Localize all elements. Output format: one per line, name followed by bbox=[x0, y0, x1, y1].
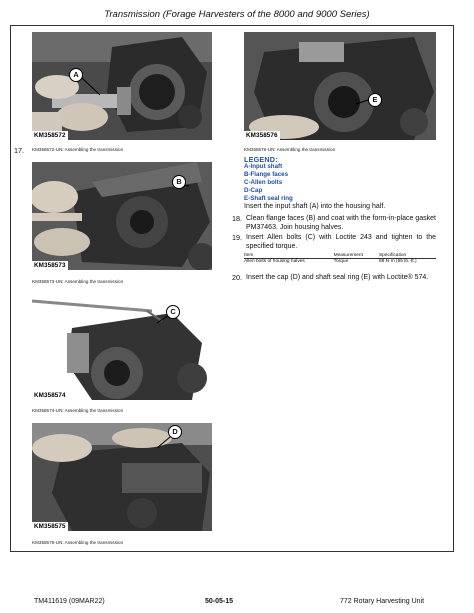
step-19-text: Insert Allen bolts (C) with Loctite 243 and tighten to the specified torque. bbox=[246, 234, 436, 251]
callout-b: B bbox=[172, 175, 186, 189]
figure-label: KM358573 bbox=[34, 262, 66, 269]
footer-page-number: 50-05-15 bbox=[205, 598, 234, 605]
figure-km358573 bbox=[32, 162, 212, 270]
figure-caption: KM358576-UN: Assembling the transmission bbox=[244, 147, 336, 152]
spec-cell-specification: 88 N·m (65 lb.-ft.) bbox=[378, 259, 417, 264]
figure-label: KM358574 bbox=[34, 392, 66, 399]
callout-c: C bbox=[166, 305, 180, 319]
legend-item-e: E-Shaft seal ring bbox=[244, 195, 293, 202]
figure-caption: KM358574-UN: Assembling the transmission bbox=[32, 408, 124, 413]
figure-km358575 bbox=[32, 423, 212, 531]
spec-cell-item: Allen bolts of housing halves bbox=[244, 259, 305, 264]
page-header: Transmission (Forage Harvesters of the 8000 and 9000 Series) bbox=[104, 9, 370, 20]
figure-km358576 bbox=[244, 32, 436, 140]
legend-item-c: C-Allen bolts bbox=[244, 179, 283, 186]
footer-section: 772 Rotary Harvesting Unit bbox=[340, 598, 425, 605]
spec-header-measurement: Measurement bbox=[334, 253, 379, 259]
legend-item-a: A-Input shaft bbox=[244, 163, 283, 170]
spec-table bbox=[244, 253, 436, 264]
step-17-number: 17. bbox=[14, 146, 24, 155]
figure-label: KM358576 bbox=[246, 132, 278, 139]
legend-item-b: B-Flange faces bbox=[244, 171, 289, 178]
callout-e: E bbox=[368, 93, 382, 107]
step-17-text: Insert the input shaft (A) into the housing half. bbox=[244, 203, 386, 210]
figure-caption: KM358575-UN: Assembling the transmission bbox=[32, 540, 124, 545]
spec-cell-measurement: Torque bbox=[333, 259, 349, 264]
figure-label: KM358575 bbox=[34, 523, 66, 530]
figure-km358574 bbox=[32, 293, 212, 400]
figure-caption: KM358573-UN: Assembling the transmission bbox=[32, 279, 124, 284]
footer-doc-id: TM411619 (09MAR22) bbox=[34, 598, 105, 605]
figure-caption: KM358572-UN: Assembling the transmission bbox=[32, 147, 124, 152]
callout-d: D bbox=[168, 425, 182, 439]
step-20-number: 20. bbox=[232, 273, 242, 282]
step-20-text: Insert the cap (D) and shaft seal ring (E) with Loctite® 574. bbox=[246, 274, 429, 281]
legend-title: LEGEND: bbox=[244, 155, 278, 164]
spec-header-item: Item bbox=[244, 253, 334, 259]
figure-km358572 bbox=[32, 32, 212, 140]
step-18-text: Clean flange faces (B) and coat with the form-in-place gasket PM37463. Join housing halves. bbox=[246, 215, 436, 232]
step-19-number: 19. bbox=[232, 233, 242, 242]
legend-item-d: D-Cap bbox=[244, 187, 263, 194]
step-18-number: 18. bbox=[232, 214, 242, 223]
callout-a: A bbox=[69, 68, 83, 82]
spec-header-specification: Specification bbox=[379, 253, 436, 259]
figure-label: KM358572 bbox=[34, 132, 66, 139]
